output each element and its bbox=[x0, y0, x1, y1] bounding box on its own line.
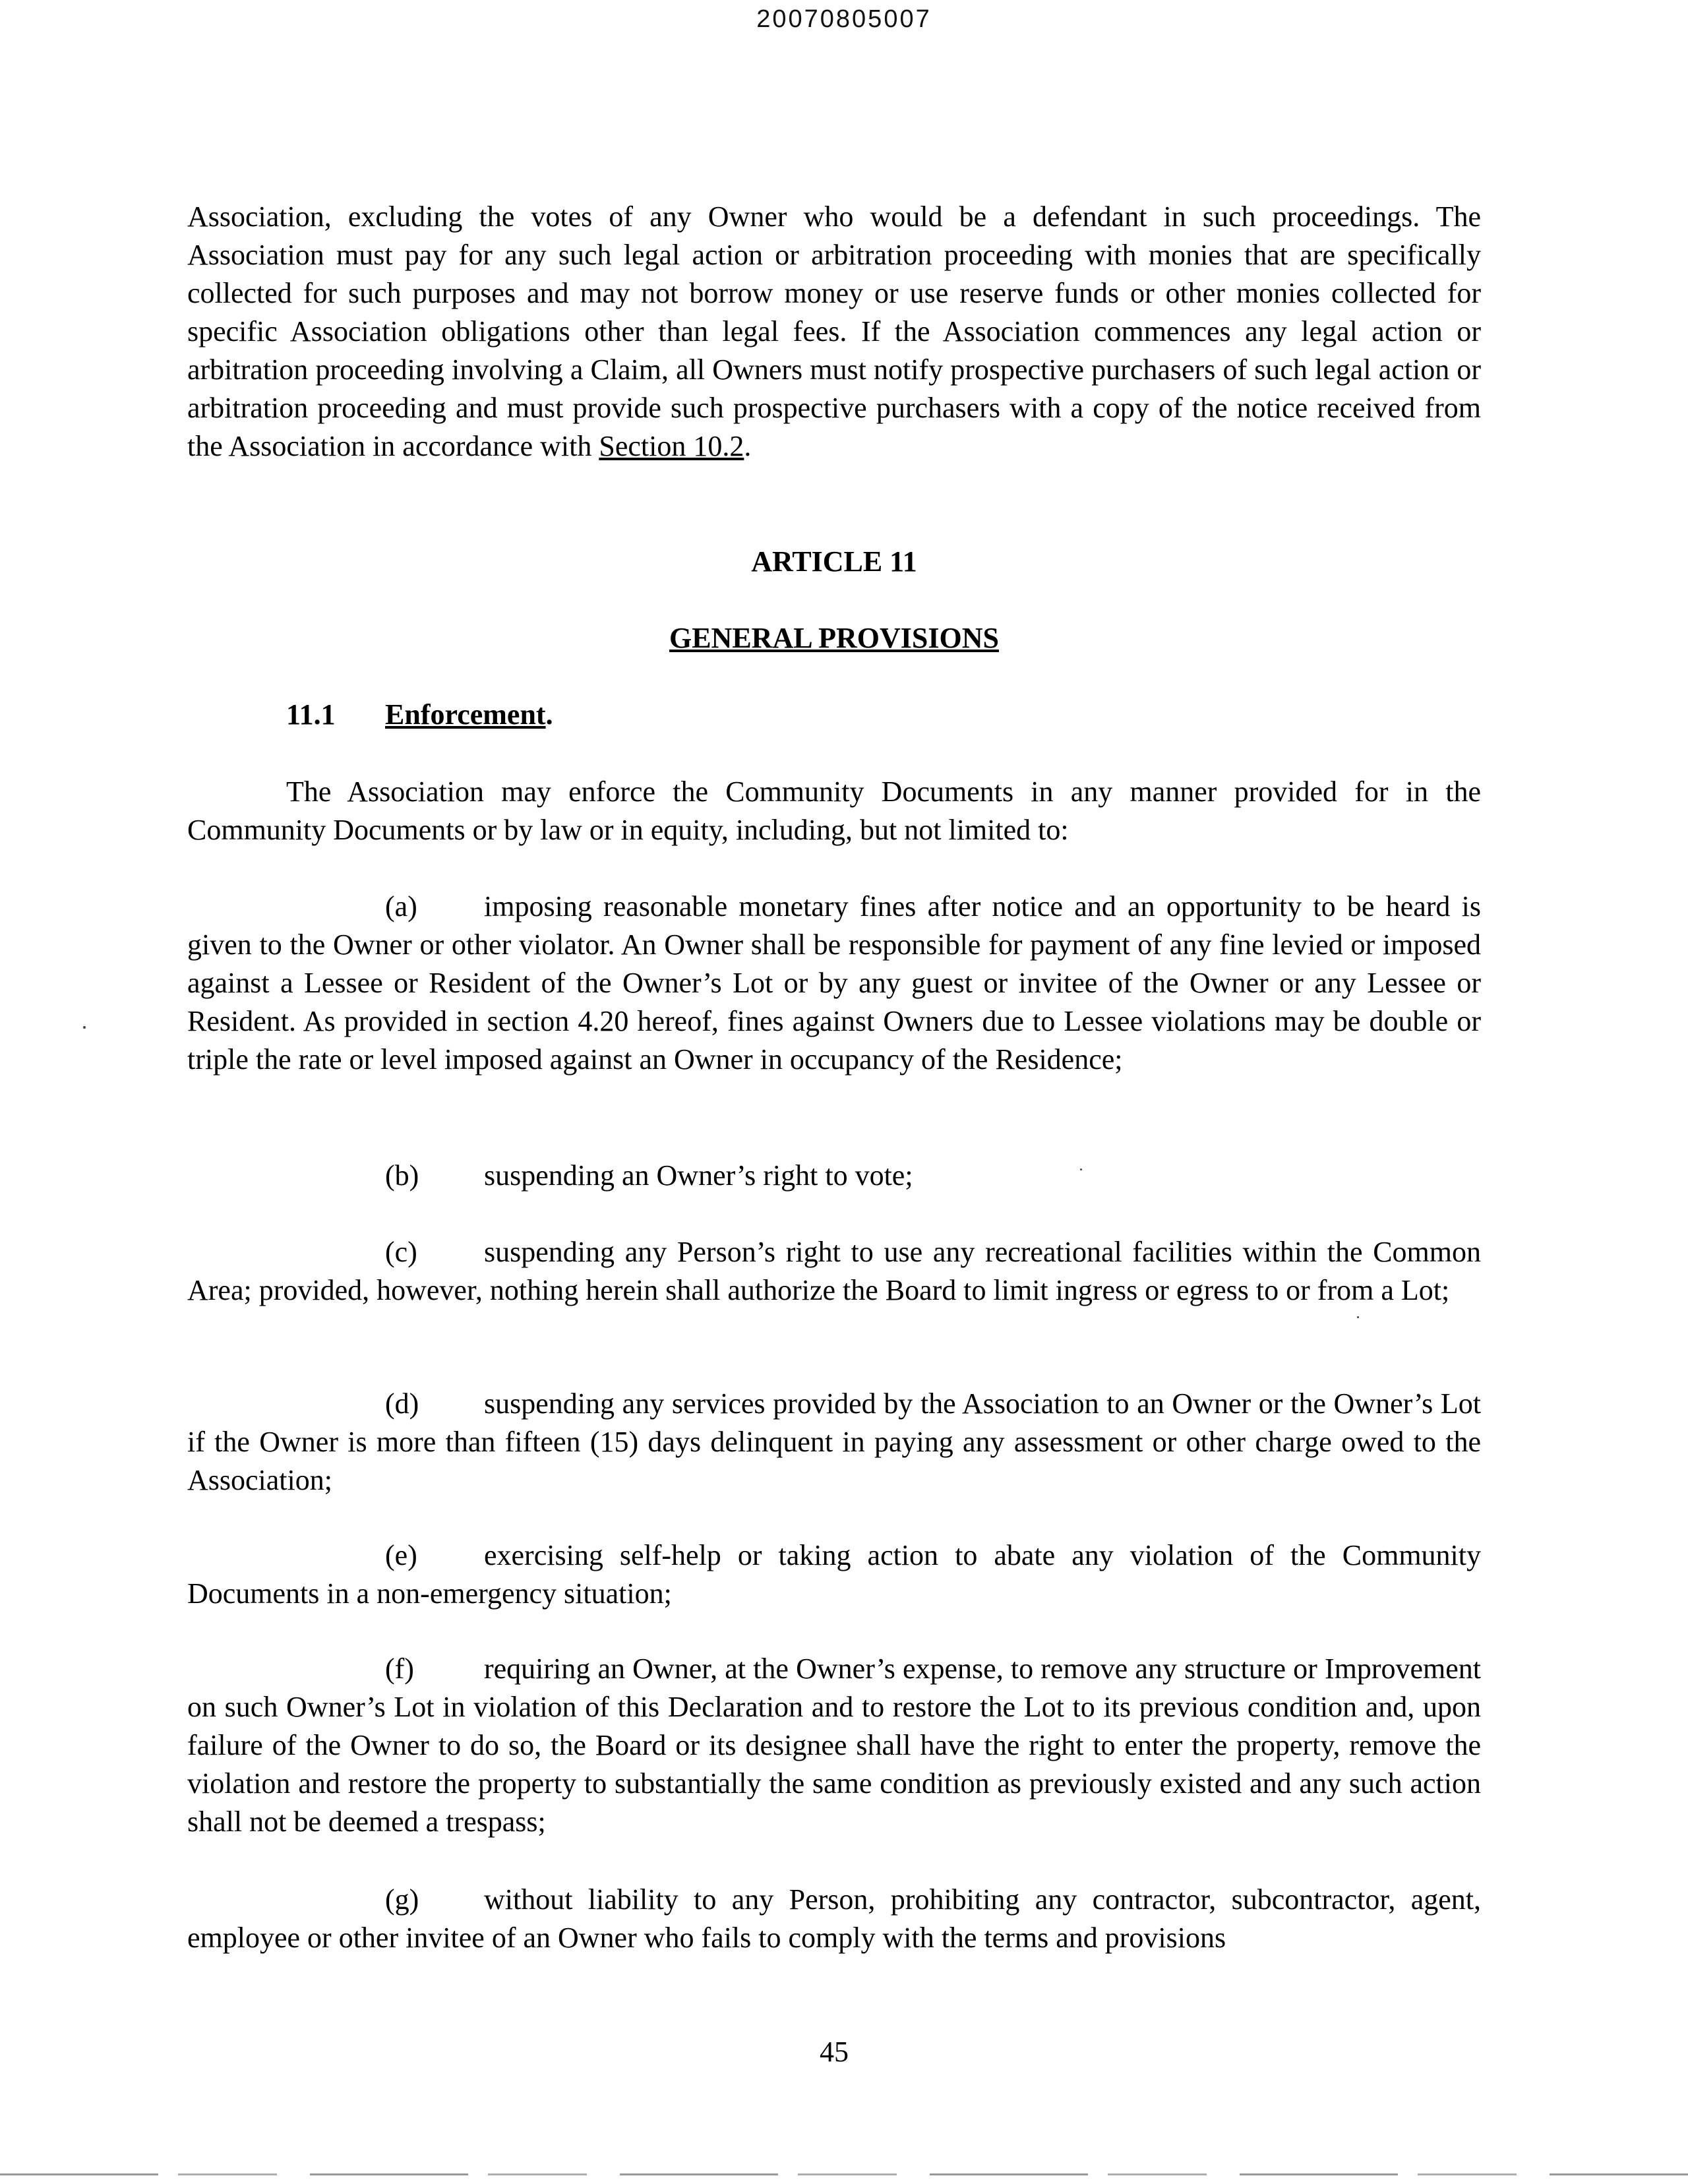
intro-text: Association, excluding the votes of any Owner who would be a defendant in such proceedings. The Association must pay for any such legal action or arbitration proceeding with monies that are specifically collected for such purposes and may not borrow money or use reserve funds or other monies collected for specific Association obligations other than legal fees. If the Association commences any legal action or arbitration proceeding involving a Claim, all Owners must notify prospective purchasers of such legal action or arbitration proceeding and must provide such prospective purchasers with a copy of the notice received from the Association in accordance with bbox=[187, 200, 1481, 462]
list-item-b bbox=[187, 1157, 1481, 1195]
section-number: 11.1 bbox=[286, 698, 336, 731]
list-item-c bbox=[187, 1233, 1481, 1310]
item-letter: (d) bbox=[385, 1387, 419, 1420]
intro-paragraph bbox=[187, 198, 1481, 466]
item-text: requiring an Owner, at the Owner’s expense, to remove any structure or Improvement on such Owner’s Lot in violation of this Declaration and to restore the Lot to its previous condition and, upon failure of the Owner to do so, the Board or its designee shall have the right to enter the property, remove the violation and restore the property to substantially the same condition as previously existed and any such action shall not be deemed a trespass; bbox=[187, 1653, 1481, 1838]
enforcement-intro: The Association may enforce the Community Documents in any manner provided for in the Community Documents or by law or in equity, including, but not limited to: bbox=[187, 775, 1481, 846]
scan-speck bbox=[1357, 1316, 1359, 1318]
item-letter: (c) bbox=[385, 1236, 417, 1268]
article-title: GENERAL PROVISIONS bbox=[669, 622, 999, 654]
item-letter: (g) bbox=[385, 1883, 419, 1916]
item-text: imposing reasonable monetary fines after notice and an opportunity to be heard is given to the Owner or other violator. An Owner shall be responsible for payment of any fine levied or imposed against a Lessee or Resident of the Owner’s Lot or by any guest or invitee of the Owner or any Lessee or Resident. As provided in section 4.20 hereof, fines against Owners due to Lessee violations may be double or triple the rate or level imposed against an Owner in occupancy of the Residence; bbox=[187, 890, 1481, 1076]
section-heading bbox=[286, 698, 553, 731]
scan-speck bbox=[1080, 1168, 1082, 1170]
list-item-f bbox=[187, 1650, 1481, 1841]
item-text: suspending any Person’s right to use any recreational facilities within the Common Area; provided, however, nothing herein shall authorize the Board to limit ingress or egress to or from a Lot; bbox=[187, 1236, 1481, 1306]
document-number: 20070805007 bbox=[756, 5, 932, 33]
item-text: exercising self-help or taking action to abate any violation of the Community Documents in a non-emergency situation; bbox=[187, 1539, 1481, 1610]
item-text: without liability to any Person, prohibiting any contractor, subcontractor, agent, employee or other invitee of an Owner who fails to comply with the terms and provisions bbox=[187, 1883, 1481, 1954]
section-title-end: . bbox=[545, 698, 553, 731]
item-letter: (a) bbox=[385, 890, 417, 923]
item-text: suspending an Owner’s right to vote; bbox=[484, 1159, 913, 1192]
list-item-d bbox=[187, 1385, 1481, 1500]
page-number: 45 bbox=[820, 2036, 849, 2068]
article-number: ARTICLE 11 bbox=[751, 545, 917, 578]
list-item-a bbox=[187, 888, 1481, 1079]
item-letter: (b) bbox=[385, 1159, 419, 1192]
scan-speck bbox=[83, 1026, 86, 1029]
item-text: suspending any services provided by the Association to an Owner or the Owner’s Lot if the Owner is more than fifteen (15) days delinquent in paying any assessment or other charge owed to the Association; bbox=[187, 1387, 1481, 1496]
section-title: Enforcement bbox=[385, 698, 546, 731]
list-item-g bbox=[187, 1881, 1481, 1957]
section-reference: Section 10.2 bbox=[599, 430, 744, 462]
list-item-e bbox=[187, 1536, 1481, 1613]
scan-edge-rule bbox=[0, 2173, 1688, 2175]
item-letter: (e) bbox=[385, 1539, 417, 1571]
item-letter: (f) bbox=[385, 1653, 414, 1685]
intro-end: . bbox=[744, 430, 752, 462]
